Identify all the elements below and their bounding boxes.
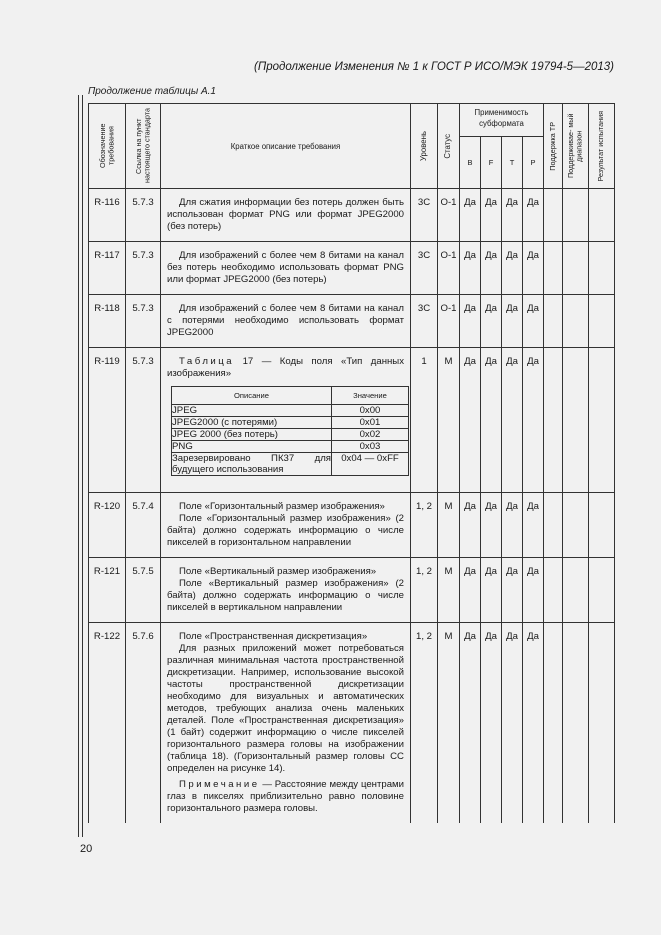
req-support bbox=[544, 189, 563, 242]
table-row bbox=[89, 189, 615, 242]
req-b: Да bbox=[460, 558, 481, 623]
req-status: М bbox=[438, 558, 460, 623]
inner-header-desc: Описание bbox=[172, 387, 332, 405]
req-p: Да bbox=[523, 295, 544, 348]
col-header-id: Обозначение требования bbox=[97, 123, 115, 169]
req-b: Да bbox=[460, 348, 481, 493]
note-text: — Расстояние между центрами глаз в пикселях приблизительно равно половине горизонтального размера головы. bbox=[167, 779, 404, 814]
req-level: 3С bbox=[411, 242, 438, 295]
req-b: Да bbox=[460, 295, 481, 348]
req-p: Да bbox=[523, 493, 544, 558]
inner-value: 0x04 — 0xFF bbox=[332, 453, 409, 476]
inner-desc: JPEG bbox=[172, 405, 332, 417]
table-row bbox=[89, 493, 615, 558]
note-prefix: Примечание bbox=[179, 779, 260, 790]
req-ref: 5.7.3 bbox=[126, 242, 161, 295]
page-header: (Продолжение Изменения № 1 к ГОСТ Р ИСО/МЭК 19794-5—2013) bbox=[254, 61, 614, 73]
inner-header-value: Значение bbox=[332, 387, 409, 405]
req-id: R-121 bbox=[89, 558, 126, 623]
col-header-status: Статус bbox=[443, 133, 453, 159]
col-header-b: B bbox=[467, 158, 473, 167]
inner-table-caption bbox=[167, 356, 404, 380]
req-t: Да bbox=[502, 493, 523, 558]
table-row bbox=[89, 348, 615, 493]
req-id: R-120 bbox=[89, 493, 126, 558]
table-row bbox=[89, 558, 615, 623]
inner-row bbox=[172, 429, 409, 441]
req-ref: 5.7.3 bbox=[126, 189, 161, 242]
req-f: Да bbox=[481, 242, 502, 295]
req-id: R-118 bbox=[89, 295, 126, 348]
req-f: Да bbox=[481, 623, 502, 824]
req-status: М bbox=[438, 348, 460, 493]
col-header-support: Поддержка ТР bbox=[547, 121, 557, 171]
req-f: Да bbox=[481, 295, 502, 348]
req-p: Да bbox=[523, 558, 544, 623]
col-header-range: Поддерживае- мый диапазон bbox=[566, 113, 584, 179]
req-level: 3С bbox=[411, 295, 438, 348]
page-number: 20 bbox=[80, 843, 93, 855]
inner-row bbox=[172, 417, 409, 429]
req-text: Для изображений с более чем 8 битами на канал с потерями необходимо использовать формат JPEG2000 bbox=[167, 303, 404, 338]
margin-double-line bbox=[78, 95, 83, 837]
req-f: Да bbox=[481, 189, 502, 242]
req-t: Да bbox=[502, 242, 523, 295]
req-id: R-117 bbox=[89, 242, 126, 295]
col-header-result: Результат испытания bbox=[596, 110, 606, 182]
req-ref: 5.7.3 bbox=[126, 295, 161, 348]
inner-desc: JPEG2000 (с потерями) bbox=[172, 417, 332, 429]
table-header bbox=[89, 104, 615, 137]
req-text-title: Поле «Вертикальный размер изображения» bbox=[179, 566, 377, 577]
req-status: О-1 bbox=[438, 295, 460, 348]
req-f: Да bbox=[481, 493, 502, 558]
req-f: Да bbox=[481, 558, 502, 623]
req-b: Да bbox=[460, 242, 481, 295]
col-header-t: T bbox=[509, 158, 515, 167]
inner-row bbox=[172, 441, 409, 453]
req-range bbox=[563, 189, 589, 242]
table-row bbox=[89, 623, 615, 824]
req-level: 1 bbox=[411, 348, 438, 493]
req-ref: 5.7.5 bbox=[126, 558, 161, 623]
inner-desc: Зарезервировано ПК37 для будущего использования bbox=[172, 453, 331, 475]
req-text: Для разных приложений может потребоваться различная минимальная частота пространственной дискретизации. Например, использование высокой частоты пространственной дискретизации необходимо для визуальных и автоматических методов, требующих анализа очень маленьких деталей. Поле «Пространственная дискретизация» (1 байт) содержит информацию о числе пикселей горизонтального размера головы на изображении (таблица 18). (Горизонтальный размер головы СС определен на рисунке 14). bbox=[167, 643, 404, 774]
req-id: R-119 bbox=[89, 348, 126, 493]
req-t: Да bbox=[502, 348, 523, 493]
inner-value: 0x02 bbox=[332, 429, 409, 441]
req-text: Для сжатия информации без потерь должен быть использован формат PNG или формат JPEG2000 (без потерь) bbox=[167, 197, 404, 232]
req-status: О-1 bbox=[438, 242, 460, 295]
req-p: Да bbox=[523, 348, 544, 493]
req-status: М bbox=[438, 493, 460, 558]
caption-text: 17 — Коды поля «Тип данных изображения» bbox=[167, 356, 405, 379]
req-p: Да bbox=[523, 242, 544, 295]
caption-prefix: Таблица bbox=[179, 356, 235, 367]
req-ref: 5.7.3 bbox=[126, 348, 161, 493]
req-b: Да bbox=[460, 623, 481, 824]
req-p: Да bbox=[523, 189, 544, 242]
req-id: R-122 bbox=[89, 623, 126, 824]
req-ref: 5.7.6 bbox=[126, 623, 161, 824]
req-t: Да bbox=[502, 558, 523, 623]
req-level: 1, 2 bbox=[411, 493, 438, 558]
inner-desc: PNG bbox=[172, 441, 332, 453]
req-status: О-1 bbox=[438, 189, 460, 242]
req-level: 1, 2 bbox=[411, 558, 438, 623]
image-data-type-table bbox=[171, 386, 409, 476]
inner-row bbox=[172, 453, 409, 476]
inner-value: 0x01 bbox=[332, 417, 409, 429]
req-f: Да bbox=[481, 348, 502, 493]
inner-desc: JPEG 2000 (без потерь) bbox=[172, 429, 332, 441]
req-t: Да bbox=[502, 623, 523, 824]
inner-value: 0x03 bbox=[332, 441, 409, 453]
req-p: Да bbox=[523, 623, 544, 824]
req-result bbox=[589, 189, 615, 242]
req-t: Да bbox=[502, 295, 523, 348]
req-text: Для изображений с более чем 8 битами на канал без потерь необходимо использовать формат PNG или формат JPEG2000 (без потерь) bbox=[167, 250, 404, 285]
col-header-f: F bbox=[488, 158, 494, 167]
req-status: М bbox=[438, 623, 460, 824]
col-header-desc: Краткое описание требования bbox=[230, 141, 341, 151]
req-b: Да bbox=[460, 189, 481, 242]
req-text-title: Поле «Пространственная дискретизация» bbox=[179, 631, 368, 642]
req-text: Поле «Вертикальный размер изображения» (2 байта) должно содержать информацию о числе пикселей в вертикальном направлении bbox=[167, 578, 404, 613]
req-t: Да bbox=[502, 189, 523, 242]
req-level: 1, 2 bbox=[411, 623, 438, 824]
table-continuation-label: Продолжение таблицы А.1 bbox=[88, 86, 216, 97]
table-row bbox=[89, 295, 615, 348]
inner-row bbox=[172, 405, 409, 417]
col-header-applicability: Применимость субформата bbox=[474, 108, 529, 128]
requirements-table bbox=[88, 103, 615, 823]
col-header-level: Уровень bbox=[418, 130, 428, 162]
col-header-ref: Ссылка на пункт настоящего стандарта bbox=[133, 108, 151, 184]
req-b: Да bbox=[460, 493, 481, 558]
col-header-p: P bbox=[530, 158, 536, 167]
req-level: 3С bbox=[411, 189, 438, 242]
req-ref: 5.7.4 bbox=[126, 493, 161, 558]
req-id: R-116 bbox=[89, 189, 126, 242]
req-note bbox=[167, 779, 404, 815]
req-text: Поле «Горизонтальный размер изображения» (2 байта) должно содержать информацию о числе пикселей в горизонтальном направлении bbox=[167, 513, 404, 548]
inner-value: 0x00 bbox=[332, 405, 409, 417]
req-text-title: Поле «Горизонтальный размер изображения» bbox=[179, 501, 385, 512]
table-row bbox=[89, 242, 615, 295]
